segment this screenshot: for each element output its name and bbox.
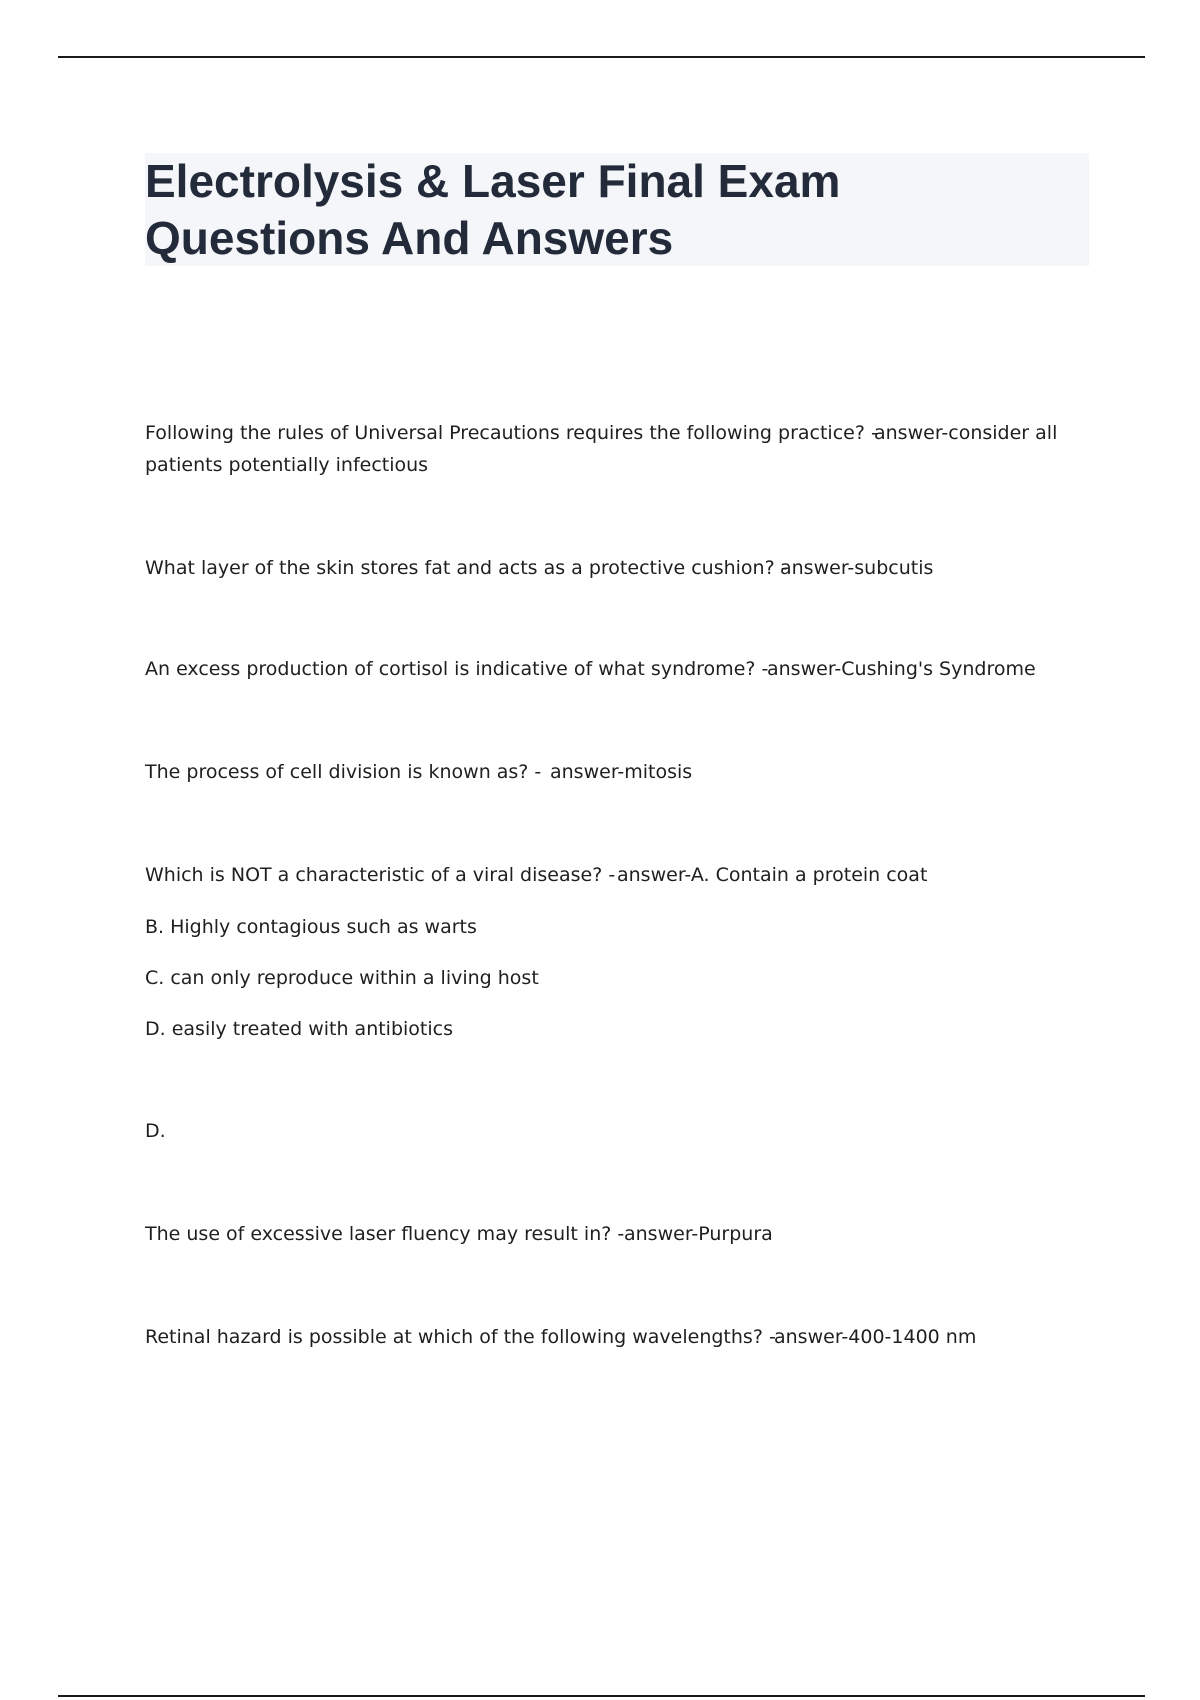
question-3: An excess production of cortisol is indicative of what syndrome? - (145, 658, 769, 680)
answer-4: answer-mitosis (550, 761, 693, 783)
answer-2: answer-subcutis (780, 557, 934, 579)
answer-5-option-d: D. easily treated with antibiotics (145, 1018, 453, 1040)
question-6: The use of excessive laser fluency may result in? - (145, 1223, 625, 1245)
answer-3: answer-Cushing's Syndrome (767, 658, 1036, 680)
answer-5-option-c: C. can only reproduce within a living host (145, 967, 539, 989)
header-rule (58, 56, 1145, 58)
question-4: The process of cell division is known as? - (145, 761, 542, 783)
answer-7: answer-400-1400 nm (774, 1326, 977, 1348)
question-1: Following the rules of Universal Precautions requires the following practice? - (145, 422, 878, 444)
question-5: Which is NOT a characteristic of a viral disease? - (145, 864, 616, 886)
question-7: Retinal hazard is possible at which of the following wavelengths? - (145, 1326, 776, 1348)
document-title-line-2: Questions And Answers (145, 212, 674, 264)
document-title-line-1: Electrolysis & Laser Final Exam (145, 155, 841, 207)
answer-6: answer-Purpura (624, 1223, 773, 1245)
question-2: What layer of the skin stores fat and acts as a protective cushion? - (145, 557, 788, 579)
answer-5: answer-A. Contain a protein coat (617, 864, 928, 886)
answer-1-continued: patients potentially infectious (145, 454, 429, 476)
answer-5-final: D. (145, 1120, 166, 1142)
footer-rule (58, 1695, 1145, 1697)
answer-1: answer-consider all (874, 422, 1058, 444)
answer-5-option-b: B. Highly contagious such as warts (145, 916, 477, 938)
